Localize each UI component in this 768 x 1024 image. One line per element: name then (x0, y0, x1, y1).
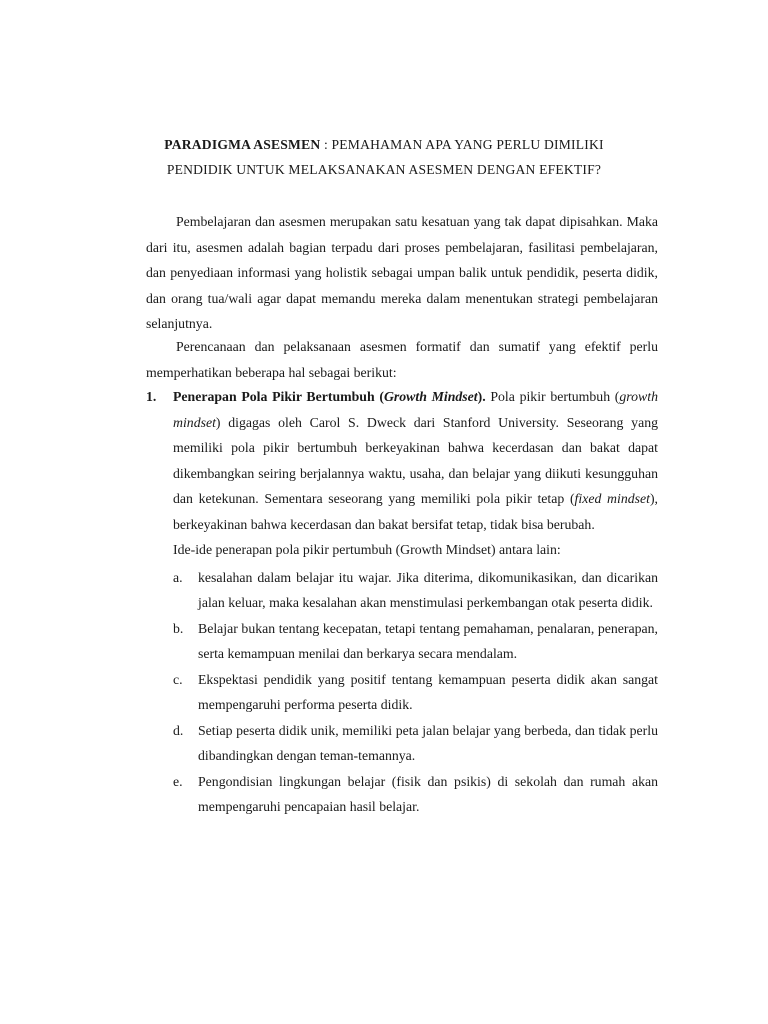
list-item-1-content (173, 384, 658, 537)
sublist-item-e (173, 769, 658, 820)
sublist-item-a (173, 565, 658, 616)
text-c: ), berkeyakinan bahwa kecerdasan dan bakat bersifat tetap, tidak bisa berubah. (173, 491, 658, 532)
sublist-letter: c. (173, 671, 183, 687)
sublist-item-c (173, 667, 658, 718)
sublist-text: Setiap peserta didik unik, memiliki peta jalan belajar yang berbeda, dan tidak perlu dibandingkan dengan teman-temannya. (198, 722, 658, 763)
sublist-text: Ekspektasi pendidik yang positif tentang kemampuan peserta didik akan sangat mempengaruhi performa peserta didik. (198, 671, 658, 712)
title-line-2: PENDIDIK UNTUK MELAKSANAKAN ASESMEN DENGAN EFEKTIF? (166, 162, 602, 177)
sublist-text: Belajar bukan tentang kecepatan, tetapi tentang pemahaman, penalaran, penerapan, serta kemampuan menilai dan berkarya secara mendalam. (198, 620, 658, 661)
title-bold: PARADIGMA ASESMEN (164, 137, 321, 152)
heading-italic: Growth Mindset (383, 389, 478, 404)
list-item-1 (146, 384, 658, 820)
sublist-text: kesalahan dalam belajar itu wajar. Jika diterima, dikomunikasikan, dan dicarikan jalan keluar, maka kesalahan akan menstimulasi perkembangan otak peserta didik. (198, 569, 658, 610)
paragraph-1: Pembelajaran dan asesmen merupakan satu kesatuan yang tak dapat dipisahkan. Maka dari itu, asesmen adalah bagian terpadu dari proses pembelajaran, fasilitasi pembelajaran, dan penyediaan informasi yang holistik sebagai umpan balik untuk pendidik, peserta didik, dan orang tua/wali agar dapat memandu mereka dalam menentukan strategi pembelajaran selanjutnya. (146, 214, 658, 331)
paragraph-2: Perencanaan dan pelaksanaan asesmen formatif dan sumatif yang efektif perlu memperhatikan beberapa hal sebagai berikut: (146, 339, 658, 380)
sublist-letter: a. (173, 569, 183, 585)
sublist-letter: d. (173, 722, 184, 738)
heading-end: ). (477, 389, 486, 404)
sublist-letter: b. (173, 620, 184, 636)
list-item-number: 1. (146, 389, 157, 404)
heading-start: Penerapan Pola Pikir Bertumbuh ( (173, 389, 384, 404)
sublist-item-d (173, 718, 658, 769)
sublist-letter: e. (173, 773, 183, 789)
text-italic-2: fixed mindset (574, 491, 650, 506)
text-italic-1: growth mindset (173, 389, 658, 430)
text-b: ) digagas oleh Carol S. Dweck dari Stanford University. Seseorang yang memiliki pola pikir bertumbuh berkeyakinan bahwa kecerdasan dan bakat dapat dikembangkan seiring berjalannya waktu, usaha, dan belajar yang diikuti kesungguhan dan ketekunan. Sementara seseorang yang memiliki pola pikir tetap ( (173, 414, 658, 506)
ideas-intro: Ide-ide penerapan pola pikir pertumbuh (Growth Mindset) antara lain: (173, 542, 561, 557)
sublist (173, 565, 658, 820)
document-title (100, 132, 668, 182)
sublist-item-b (173, 616, 658, 667)
title-rest: : PEMAHAMAN APA YANG PERLU DIMILIKI (320, 137, 604, 152)
title-line-1 (100, 132, 668, 157)
sublist-text: Pengondisian lingkungan belajar (fisik dan psikis) di sekolah dan rumah akan mempengaruhi pencapaian hasil belajar. (198, 773, 658, 814)
text-a: Pola pikir bertumbuh ( (485, 389, 620, 404)
